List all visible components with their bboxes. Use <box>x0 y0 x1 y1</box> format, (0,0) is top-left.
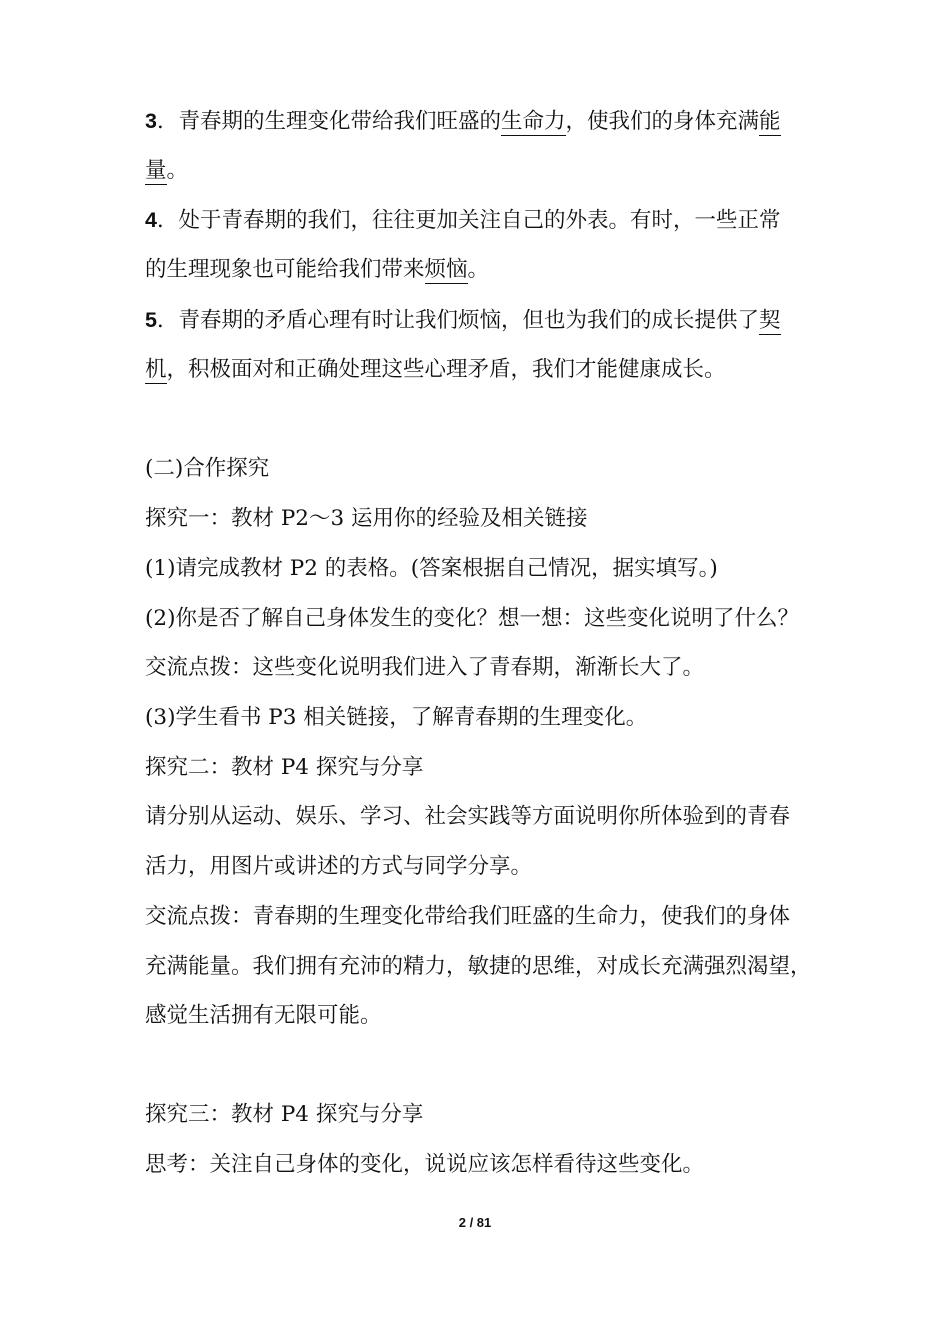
explore-2-prompt-line-1: 请分别从运动、娱乐、学习、社会实践等方面说明你所体验到的青春 <box>145 804 791 829</box>
item-3-line-2 <box>145 154 188 188</box>
text: 。 <box>467 257 490 282</box>
item-5-line-2 <box>145 353 726 387</box>
underlined-answer: 烦恼 <box>424 257 468 282</box>
underlined-answer: 机 <box>145 357 167 382</box>
text: ，使我们的身体充满 <box>565 109 760 134</box>
explore-2-answer-line-1: 交流点拨：青春期的生理变化带给我们旺盛的生命力，使我们的身体 <box>145 904 791 929</box>
explore-1-title: 探究一：教材 P2～3 运用你的经验及相关链接 <box>145 506 588 531</box>
explore-3-question: 思考：关注自己身体的变化，说说应该怎样看待这些变化。 <box>145 1152 705 1177</box>
item-4-line-2 <box>145 253 489 287</box>
section-heading: (二)合作探究 <box>145 456 270 481</box>
underlined-answer: 生命力 <box>500 109 566 134</box>
item-5-line-1 <box>145 303 781 338</box>
explore-2-prompt-line-2: 活力，用图片或讲述的方式与同学分享。 <box>145 854 533 879</box>
underlined-answer: 契 <box>758 308 781 333</box>
text: ．青春期的矛盾心理有时让我们烦恼，但也为我们的成长提供了 <box>156 308 759 333</box>
page-indicator: 2 / 81 <box>458 1215 492 1230</box>
explore-3-title: 探究三：教材 P4 探究与分享 <box>145 1102 424 1127</box>
item-number: 3 <box>145 109 157 133</box>
explore-1-question-3: (3)学生看书 P3 相关链接，了解青春期的生理变化。 <box>145 705 648 730</box>
explore-1-question-1: (1)请完成教材 P2 的表格。(答案根据自己情况，据实填写。) <box>145 556 718 581</box>
explore-2-answer-line-3: 感觉生活拥有无限可能。 <box>145 1003 382 1028</box>
explore-1-answer-2: 交流点拨：这些变化说明我们进入了青春期，渐渐长大了。 <box>145 655 705 680</box>
text: ，积极面对和正确处理这些心理矛盾，我们才能健康成长。 <box>166 357 726 382</box>
explore-1-question-2: (2)你是否了解自己身体发生的变化？想一想：这些变化说明了什么？ <box>145 606 799 631</box>
explore-2-title: 探究二：教材 P4 探究与分享 <box>145 755 424 780</box>
underlined-answer: 能 <box>759 109 781 134</box>
explore-2-answer-line-2: 充满能量。我们拥有充沛的精力，敏捷的思维，对成长充满强烈渴望， <box>145 954 812 979</box>
text: 。 <box>166 158 189 183</box>
item-3-line-1 <box>145 104 781 139</box>
text: ．处于青春期的我们，往往更加关注自己的外表。有时，一些正常 <box>156 208 781 233</box>
item-number: 5 <box>145 308 157 332</box>
text: ．青春期的生理变化带给我们旺盛的 <box>156 109 501 134</box>
item-4-line-1 <box>145 203 780 238</box>
underlined-answer: 量 <box>145 158 167 183</box>
text: 的生理现象也可能给我们带来 <box>145 257 425 282</box>
item-number: 4 <box>145 208 157 232</box>
